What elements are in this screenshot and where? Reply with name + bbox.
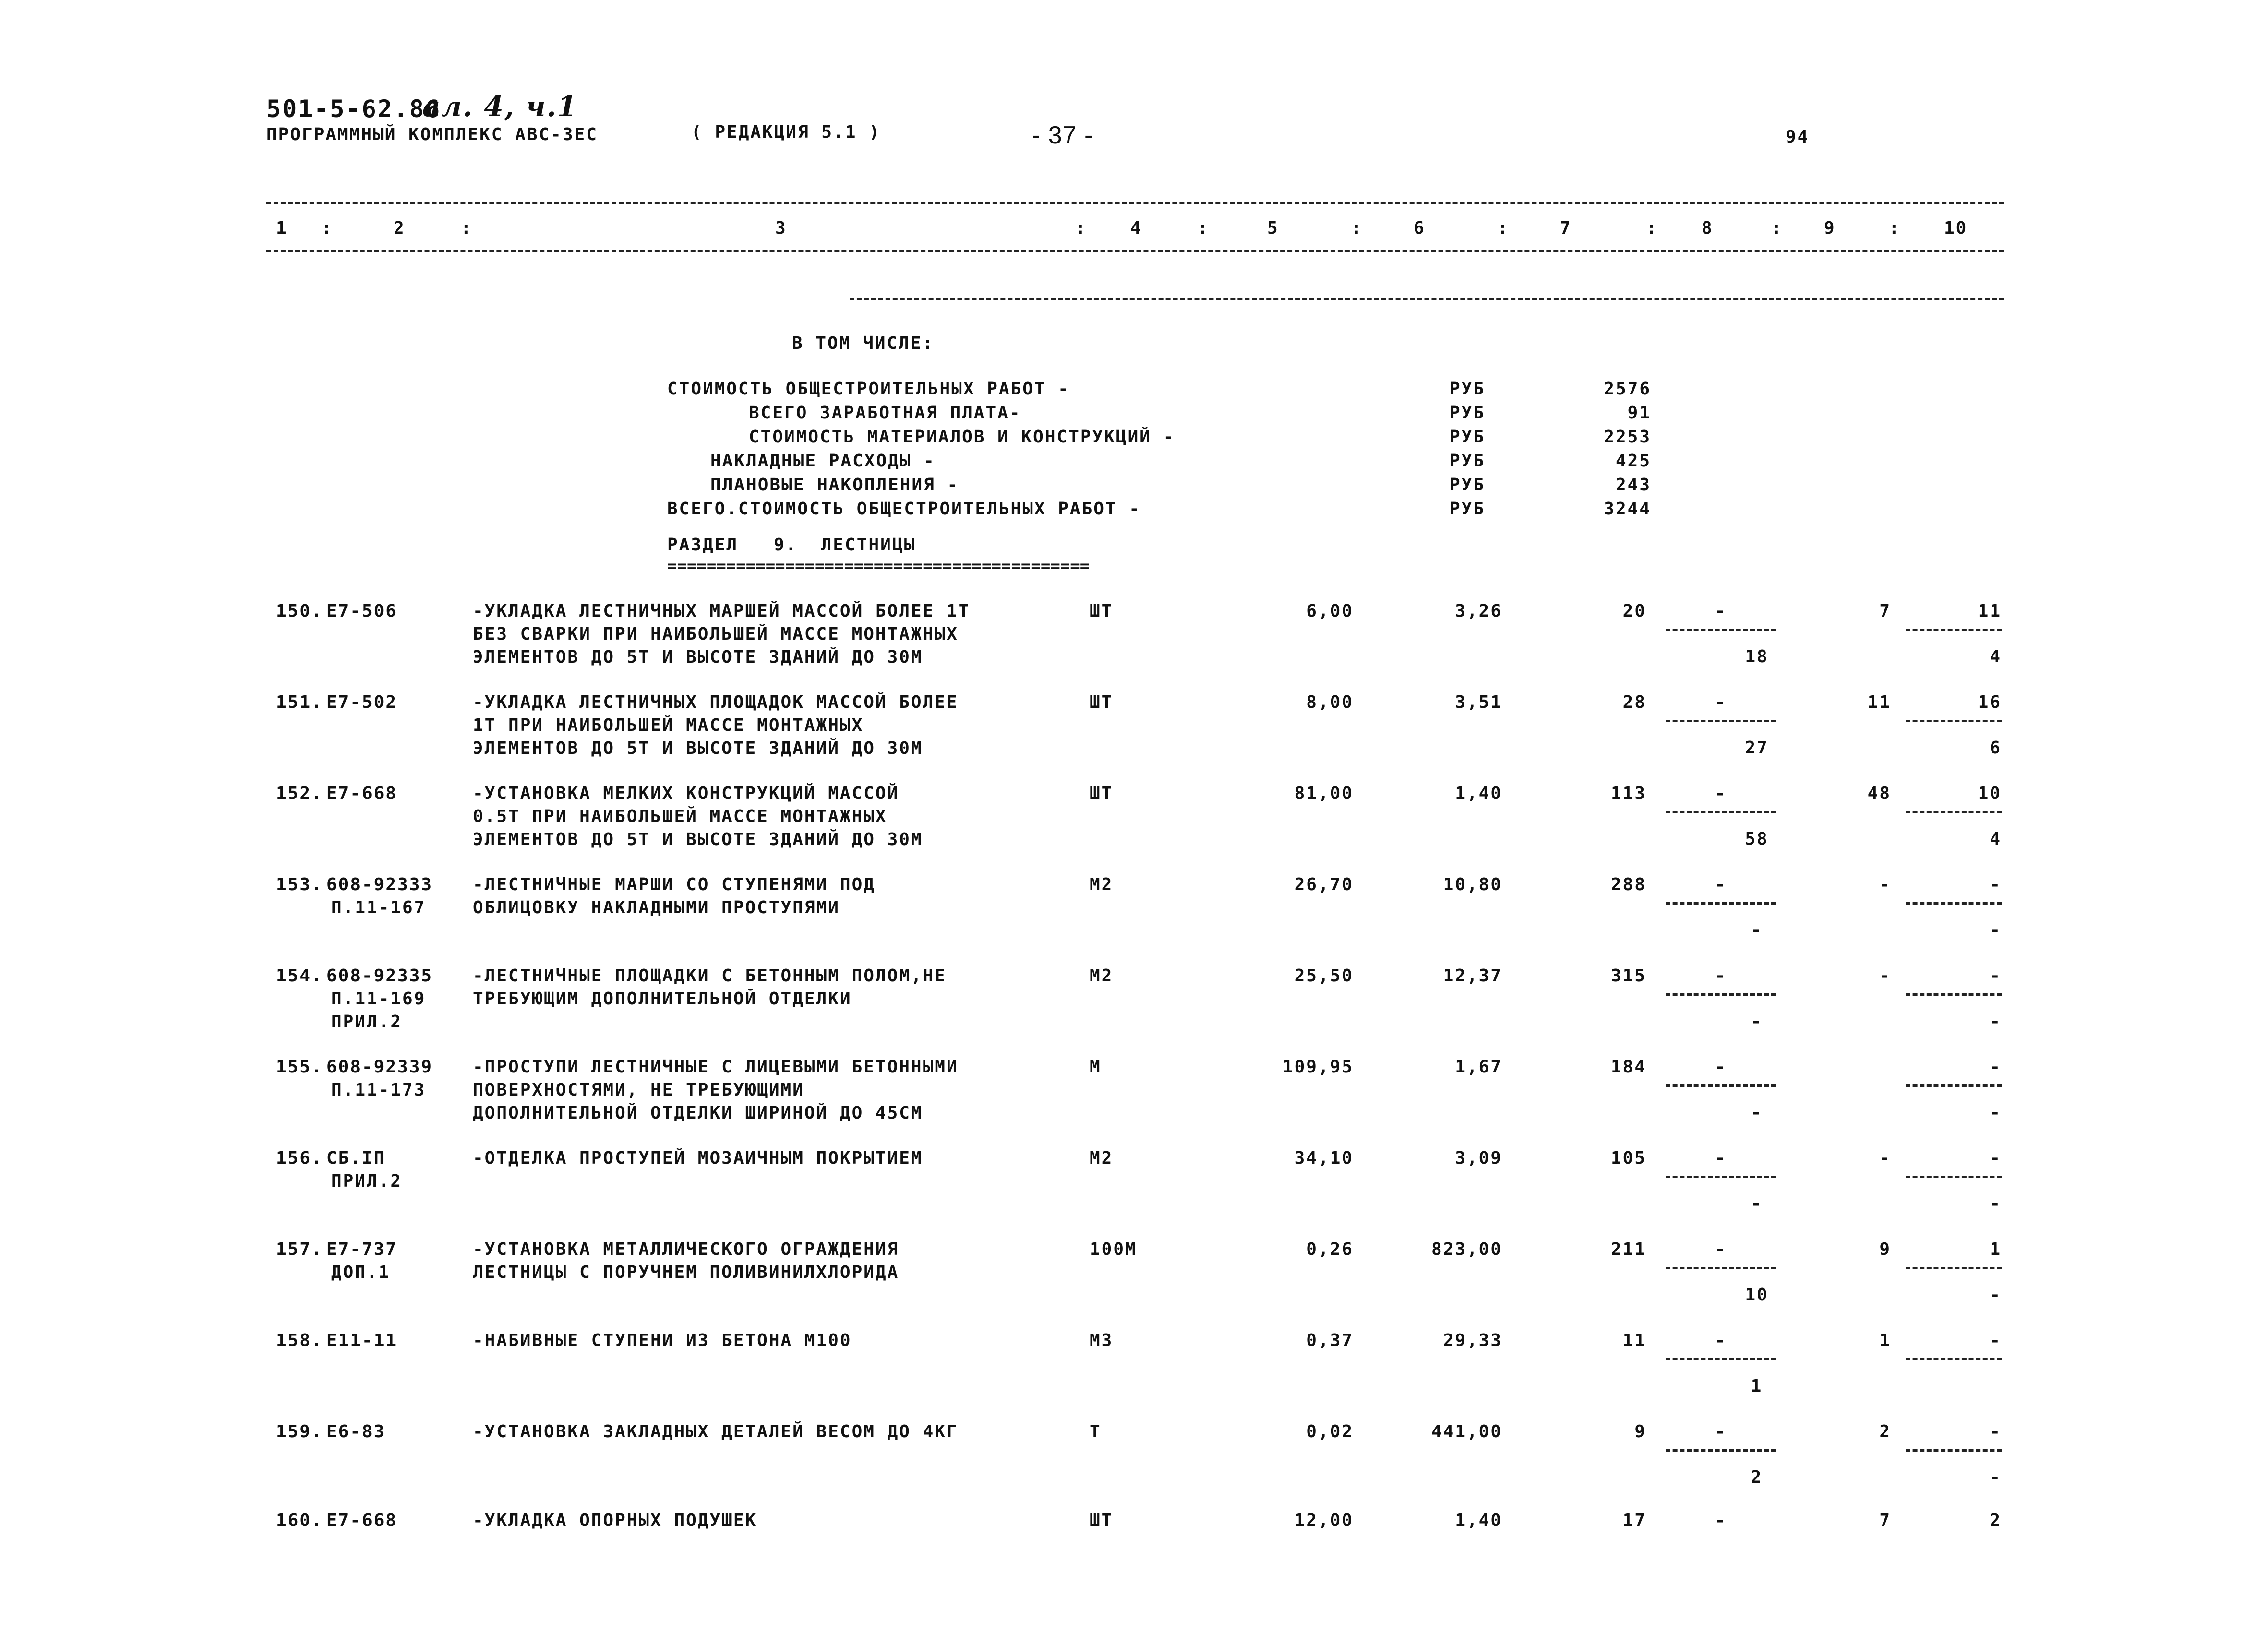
row-description: -УСТАНОВКА МЕЛКИХ КОНСТРУКЦИЙ МАССОЙ 0.5Т ПРИ НАИБОЛЬШЕЙ МАССЕ МОНТАЖНЫХ ЭЛЕМЕНТОВ ДО 5Т И ВЫСОТЕ ЗДАНИЙ ДО 30М — [473, 784, 923, 849]
row-unit: ШТ — [1090, 601, 1114, 621]
row-col8-fraction-line — [1666, 1449, 1776, 1452]
edition-label: ( РЕДАКЦИЯ 5.1 ) — [691, 122, 881, 142]
row-code: 608-92335 — [326, 966, 433, 986]
row-total: 113 — [1610, 784, 1646, 803]
row-unit-price: 3,09 — [1455, 1148, 1502, 1168]
summary-label: СТОИМОСТЬ ОБЩЕСТРОИТЕЛЬНЫХ РАБОТ - — [667, 379, 1070, 399]
row-col8-fraction-line — [1666, 1267, 1776, 1269]
row-col10-top: - — [1990, 1057, 2002, 1077]
summary-unit: РУБ — [1450, 379, 1486, 399]
row-code-extra: П.11-173 — [331, 1080, 426, 1100]
summary-rule — [850, 298, 2004, 300]
row-code: Е7-737 — [326, 1239, 398, 1259]
row-col10-top: 2 — [1990, 1511, 2002, 1530]
row-col10-top: - — [1990, 966, 2002, 986]
column-separator: : — [461, 218, 473, 238]
row-quantity: 81,00 — [1294, 784, 1354, 803]
row-col10-bottom: - — [1990, 1285, 2002, 1305]
row-unit-price: 441,00 — [1431, 1422, 1502, 1441]
row-col10-bottom: - — [1990, 920, 2002, 940]
row-code-extra: ДОП.1 — [331, 1263, 391, 1282]
row-col8-top: - — [1715, 1511, 1727, 1530]
row-unit: 100М — [1090, 1239, 1137, 1259]
row-description: -ЛЕСТНИЧНЫЕ ПЛОЩАДКИ С БЕТОННЫМ ПОЛОМ,НЕ ТРЕБУЮЩИМ ДОПОЛНИТЕЛЬНОЙ ОТДЕЛКИ — [473, 966, 947, 1009]
row-col8-bottom: 58 — [1745, 829, 1769, 849]
row-unit: ШТ — [1090, 784, 1114, 803]
row-code: Е7-668 — [326, 784, 398, 803]
row-col10-top: 16 — [1978, 692, 2002, 712]
row-quantity: 25,50 — [1294, 966, 1354, 986]
summary-value: 2576 — [1604, 379, 1651, 399]
row-col10-fraction-line — [1906, 1176, 2002, 1178]
row-col8-top: - — [1715, 692, 1727, 712]
row-number: 156. — [276, 1148, 324, 1168]
summary-value: 91 — [1627, 403, 1651, 423]
row-unit: М2 — [1090, 875, 1114, 894]
row-col9: 48 — [1867, 784, 1891, 803]
row-code-extra: П.11-169 ПРИЛ.2 — [331, 989, 426, 1032]
row-quantity: 34,10 — [1294, 1148, 1354, 1168]
section-underline: =========================================== — [667, 557, 1090, 576]
header-rule-top — [266, 202, 2004, 204]
row-col8-top: - — [1715, 1148, 1727, 1168]
row-unit-price: 1,67 — [1455, 1057, 1502, 1077]
row-number: 160. — [276, 1511, 324, 1530]
row-col8-top: - — [1715, 1239, 1727, 1259]
summary-value: 425 — [1615, 451, 1651, 471]
row-col10-bottom: - — [1990, 1194, 2002, 1214]
row-col9: 1 — [1879, 1331, 1891, 1350]
row-unit: М2 — [1090, 966, 1114, 986]
row-col10-bottom: - — [1990, 1103, 2002, 1122]
row-quantity: 26,70 — [1294, 875, 1354, 894]
row-col8-top: - — [1715, 1331, 1727, 1350]
row-col10-fraction-line — [1906, 629, 2002, 631]
row-total: 315 — [1610, 966, 1646, 986]
row-col8-bottom: - — [1751, 1012, 1763, 1031]
row-col8-bottom: - — [1751, 1103, 1763, 1122]
row-unit-price: 823,00 — [1431, 1239, 1502, 1259]
row-col8-top: - — [1715, 875, 1727, 894]
row-number: 155. — [276, 1057, 324, 1077]
column-number: 6 — [1414, 218, 1426, 238]
summary-label: ВСЕГО ЗАРАБОТНАЯ ПЛАТА- — [749, 403, 1021, 423]
summary-unit: РУБ — [1450, 475, 1486, 495]
row-col10-fraction-line — [1906, 993, 2002, 996]
summary-unit: РУБ — [1450, 451, 1486, 471]
row-col8-fraction-line — [1666, 720, 1776, 722]
row-description: -УКЛАДКА ЛЕСТНИЧНЫХ ПЛОЩАДОК МАССОЙ БОЛЕЕ 1Т ПРИ НАИБОЛЬШЕЙ МАССЕ МОНТАЖНЫХ ЭЛЕМЕНТОВ ДО 5Т И ВЫСОТЕ ЗДАНИЙ ДО 30М — [473, 692, 959, 758]
row-col10-top: 10 — [1978, 784, 2002, 803]
row-number: 150. — [276, 601, 324, 621]
row-col8-fraction-line — [1666, 1358, 1776, 1360]
row-col8-bottom: - — [1751, 1194, 1763, 1214]
row-col9: 11 — [1867, 692, 1891, 712]
row-col9: - — [1879, 966, 1891, 986]
column-separator: : — [1351, 218, 1363, 238]
column-number: 9 — [1824, 218, 1836, 238]
summary-unit: РУБ — [1450, 499, 1486, 519]
row-col10-top: - — [1990, 875, 2002, 894]
row-description: -УКЛАДКА ЛЕСТНИЧНЫХ МАРШЕЙ МАССОЙ БОЛЕЕ 1Т БЕЗ СВАРКИ ПРИ НАИБОЛЬШЕЙ МАССЕ МОНТАЖНЫХ ЭЛЕМЕНТОВ ДО 5Т И ВЫСОТЕ ЗДАНИЙ ДО 30М — [473, 601, 971, 667]
row-col10-top: - — [1990, 1331, 2002, 1350]
row-col10-bottom: 4 — [1990, 647, 2002, 667]
row-code: Е7-506 — [326, 601, 398, 621]
row-quantity: 109,95 — [1282, 1057, 1354, 1077]
column-number: 2 — [394, 218, 406, 238]
row-unit-price: 1,40 — [1455, 1511, 1502, 1530]
sheet-number: 94 — [1786, 127, 1810, 147]
row-quantity: 0,26 — [1306, 1239, 1354, 1259]
column-separator: : — [1075, 218, 1087, 238]
row-number: 157. — [276, 1239, 324, 1259]
row-description: -ЛЕСТНИЧНЫЕ МАРШИ СО СТУПЕНЯМИ ПОД ОБЛИЦОВКУ НАКЛАДНЫМИ ПРОСТУПЯМИ — [473, 875, 876, 917]
row-total: 11 — [1622, 1331, 1646, 1350]
row-quantity: 0,37 — [1306, 1331, 1354, 1350]
row-col10-fraction-line — [1906, 1358, 2002, 1360]
row-unit: Т — [1090, 1422, 1102, 1441]
row-unit-price: 1,40 — [1455, 784, 1502, 803]
row-unit: ШТ — [1090, 1511, 1114, 1530]
column-number: 4 — [1130, 218, 1142, 238]
row-unit: М2 — [1090, 1148, 1114, 1168]
row-col10-top: 11 — [1978, 601, 2002, 621]
row-code-extra: ПРИЛ.2 — [331, 1171, 403, 1191]
row-number: 153. — [276, 875, 324, 894]
column-separator: : — [1498, 218, 1510, 238]
row-total: 20 — [1622, 601, 1646, 621]
column-number: 1 — [276, 218, 288, 238]
row-total: 211 — [1610, 1239, 1646, 1259]
row-description: -НАБИВНЫЕ СТУПЕНИ ИЗ БЕТОНА М100 — [473, 1331, 852, 1350]
row-col10-bottom: - — [1990, 1012, 2002, 1031]
album-note-handwritten: ал. 4, ч.1 — [422, 90, 578, 123]
row-col10-bottom: - — [1990, 1467, 2002, 1487]
row-col10-fraction-line — [1906, 1449, 2002, 1452]
row-col10-fraction-line — [1906, 811, 2002, 813]
summary-label: ВСЕГО.СТОИМОСТЬ ОБЩЕСТРОИТЕЛЬНЫХ РАБОТ - — [667, 499, 1141, 519]
row-description: -ПРОСТУПИ ЛЕСТНИЧНЫЕ С ЛИЦЕВЫМИ БЕТОННЫМИ ПОВЕРХНОСТЯМИ, НЕ ТРЕБУЮЩИМИ ДОПОЛНИТЕЛЬНОЙ ОТДЕЛКИ ШИРИНОЙ ДО 45СМ — [473, 1057, 959, 1123]
row-number: 158. — [276, 1331, 324, 1350]
row-col10-top: - — [1990, 1148, 2002, 1168]
row-unit-price: 3,51 — [1455, 692, 1502, 712]
row-col8-fraction-line — [1666, 1084, 1776, 1087]
summary-value: 3244 — [1604, 499, 1651, 519]
row-code-extra: П.11-167 — [331, 898, 426, 917]
row-col8-fraction-line — [1666, 811, 1776, 813]
summary-unit: РУБ — [1450, 427, 1486, 447]
row-code: СБ.IП — [326, 1148, 386, 1168]
row-col9: 7 — [1879, 1511, 1891, 1530]
row-col8-top: - — [1715, 966, 1727, 986]
row-col9: - — [1879, 875, 1891, 894]
column-number: 3 — [775, 218, 787, 238]
row-total: 105 — [1610, 1148, 1646, 1168]
row-col10-bottom: 4 — [1990, 829, 2002, 849]
column-separator: : — [322, 218, 334, 238]
row-col10-fraction-line — [1906, 1267, 2002, 1269]
row-quantity: 12,00 — [1294, 1511, 1354, 1530]
row-col8-bottom: 27 — [1745, 738, 1769, 758]
summary-label: СТОИМОСТЬ МАТЕРИАЛОВ И КОНСТРУКЦИЙ - — [749, 427, 1176, 447]
row-code: Е11-11 — [326, 1331, 398, 1350]
summary-unit: РУБ — [1450, 403, 1486, 423]
column-separator: : — [1646, 218, 1658, 238]
row-total: 17 — [1622, 1511, 1646, 1530]
row-col10-top: 1 — [1990, 1239, 2002, 1259]
row-description: -УСТАНОВКА ЗАКЛАДНЫХ ДЕТАЛЕЙ ВЕСОМ ДО 4КГ — [473, 1422, 959, 1441]
summary-value: 2253 — [1604, 427, 1651, 447]
row-description: -УКЛАДКА ОПОРНЫХ ПОДУШЕК — [473, 1511, 757, 1530]
row-col10-fraction-line — [1906, 1084, 2002, 1087]
row-number: 154. — [276, 966, 324, 986]
row-number: 152. — [276, 784, 324, 803]
row-col9: 7 — [1879, 601, 1891, 621]
row-unit: М — [1090, 1057, 1102, 1077]
row-col8-top: - — [1715, 601, 1727, 621]
summary-heading: В ТОМ ЧИСЛЕ: — [792, 334, 935, 353]
row-col8-fraction-line — [1666, 993, 1776, 996]
row-col8-fraction-line — [1666, 1176, 1776, 1178]
row-total: 28 — [1622, 692, 1646, 712]
row-col10-bottom: 6 — [1990, 738, 2002, 758]
row-col8-top: - — [1715, 1422, 1727, 1441]
row-code: Е6-83 — [326, 1422, 386, 1441]
summary-label: НАКЛАДНЫЕ РАСХОДЫ - — [710, 451, 936, 471]
column-separator: : — [1771, 218, 1783, 238]
row-col10-fraction-line — [1906, 720, 2002, 722]
column-number: 8 — [1702, 218, 1714, 238]
program-title: ПРОГРАММНЫЙ КОМПЛЕКС АВС-3ЕС — [266, 125, 598, 144]
row-code: Е7-502 — [326, 692, 398, 712]
row-quantity: 6,00 — [1306, 601, 1354, 621]
row-total: 184 — [1610, 1057, 1646, 1077]
row-col9: 9 — [1879, 1239, 1891, 1259]
row-unit-price: 3,26 — [1455, 601, 1502, 621]
summary-value: 243 — [1615, 475, 1651, 495]
row-code: 608-92339 — [326, 1057, 433, 1077]
row-col8-bottom: - — [1751, 920, 1763, 940]
row-unit: ШТ — [1090, 692, 1114, 712]
row-col9: - — [1879, 1148, 1891, 1168]
row-unit-price: 29,33 — [1443, 1331, 1502, 1350]
column-separator: : — [1889, 218, 1901, 238]
row-quantity: 0,02 — [1306, 1422, 1354, 1441]
row-col8-bottom: 10 — [1745, 1285, 1769, 1305]
row-col8-top: - — [1715, 1057, 1727, 1077]
row-col8-fraction-line — [1666, 902, 1776, 905]
row-col8-fraction-line — [1666, 629, 1776, 631]
row-description: -ОТДЕЛКА ПРОСТУПЕЙ МОЗАИЧНЫМ ПОКРЫТИЕМ — [473, 1148, 923, 1168]
row-description: -УСТАНОВКА МЕТАЛЛИЧЕСКОГО ОГРАЖДЕНИЯ ЛЕСТНИЦЫ С ПОРУЧНЕМ ПОЛИВИНИЛХЛОРИДА — [473, 1239, 900, 1282]
section-title: РАЗДЕЛ 9. ЛЕСТНИЦЫ — [667, 535, 916, 555]
row-unit-price: 10,80 — [1443, 875, 1502, 894]
row-col9: 2 — [1879, 1422, 1891, 1441]
row-col10-top: - — [1990, 1422, 2002, 1441]
column-separator: : — [1198, 218, 1210, 238]
header-rule-bottom — [266, 250, 2004, 252]
document-number: 501-5-62.86 — [266, 95, 442, 123]
row-total: 9 — [1634, 1422, 1646, 1441]
row-unit-price: 12,37 — [1443, 966, 1502, 986]
row-col10-fraction-line — [1906, 902, 2002, 905]
row-col8-bottom: 1 — [1751, 1376, 1763, 1396]
row-number: 159. — [276, 1422, 324, 1441]
row-code: Е7-668 — [326, 1511, 398, 1530]
row-quantity: 8,00 — [1306, 692, 1354, 712]
row-col8-top: - — [1715, 784, 1727, 803]
row-unit: М3 — [1090, 1331, 1114, 1350]
row-number: 151. — [276, 692, 324, 712]
row-col8-bottom: 18 — [1745, 647, 1769, 667]
row-col8-bottom: 2 — [1751, 1467, 1763, 1487]
page-number: - 37 - — [1032, 121, 1093, 149]
summary-label: ПЛАНОВЫЕ НАКОПЛЕНИЯ - — [710, 475, 960, 495]
column-number: 5 — [1267, 218, 1279, 238]
column-number: 10 — [1944, 218, 1968, 238]
row-code: 608-92333 — [326, 875, 433, 894]
column-number: 7 — [1560, 218, 1572, 238]
row-total: 288 — [1610, 875, 1646, 894]
